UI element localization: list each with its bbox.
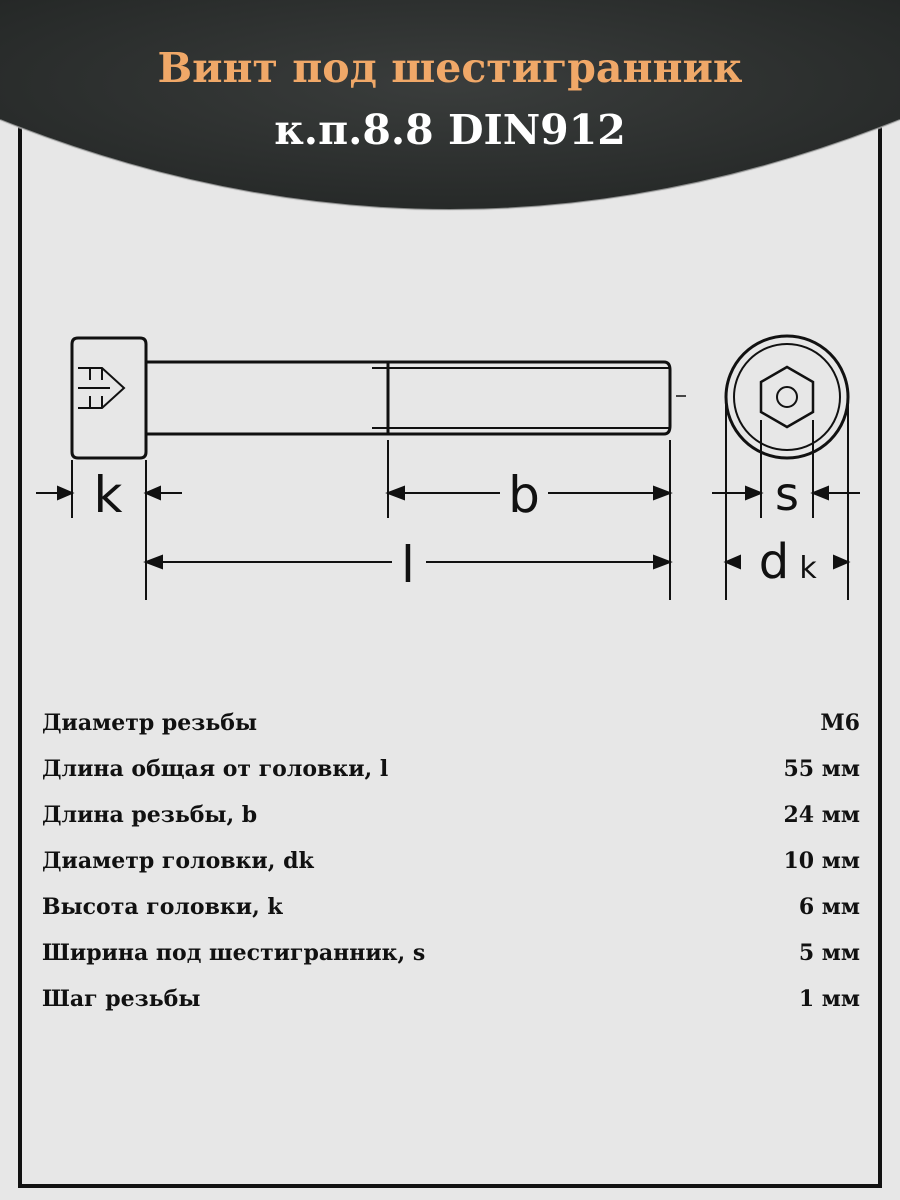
spec-label: Диаметр головки, dk bbox=[42, 848, 314, 874]
spec-row bbox=[42, 838, 860, 884]
spec-value: 6 мм bbox=[798, 894, 860, 920]
screw-drawing bbox=[0, 300, 900, 620]
label-d-subscript: k bbox=[799, 551, 817, 586]
screw-head bbox=[72, 338, 146, 458]
spec-label: Высота головки, k bbox=[42, 894, 283, 920]
label-l: l bbox=[401, 536, 415, 594]
spec-value: 10 мм bbox=[783, 848, 860, 874]
screw-thread bbox=[388, 362, 670, 434]
page-subtitle: к.п.8.8 DIN912 bbox=[274, 106, 626, 154]
spec-label: Длина общая от головки, l bbox=[42, 756, 389, 782]
spec-row bbox=[42, 746, 860, 792]
spec-row bbox=[42, 700, 860, 746]
spec-row bbox=[42, 976, 860, 1022]
spec-row bbox=[42, 930, 860, 976]
page-title: Винт под шестигранник bbox=[157, 44, 743, 92]
head-end-view bbox=[726, 336, 848, 458]
spec-label: Ширина под шестигранник, s bbox=[42, 940, 426, 966]
spec-value: 55 мм bbox=[783, 756, 860, 782]
label-b: b bbox=[508, 466, 540, 524]
spec-label: Длина резьбы, b bbox=[42, 802, 258, 828]
label-d: d bbox=[758, 534, 790, 590]
spec-row bbox=[42, 792, 860, 838]
screw-shank bbox=[146, 362, 388, 434]
spec-table bbox=[42, 700, 860, 1022]
spec-label: Шаг резьбы bbox=[42, 986, 201, 1012]
label-k: k bbox=[93, 466, 123, 524]
spec-value: M6 bbox=[820, 710, 860, 736]
spec-value: 24 мм bbox=[783, 802, 860, 828]
spec-row bbox=[42, 884, 860, 930]
label-s: s bbox=[775, 467, 799, 521]
spec-label: Диаметр резьбы bbox=[42, 710, 257, 736]
spec-value: 1 мм bbox=[798, 986, 860, 1012]
spec-value: 5 мм bbox=[798, 940, 860, 966]
